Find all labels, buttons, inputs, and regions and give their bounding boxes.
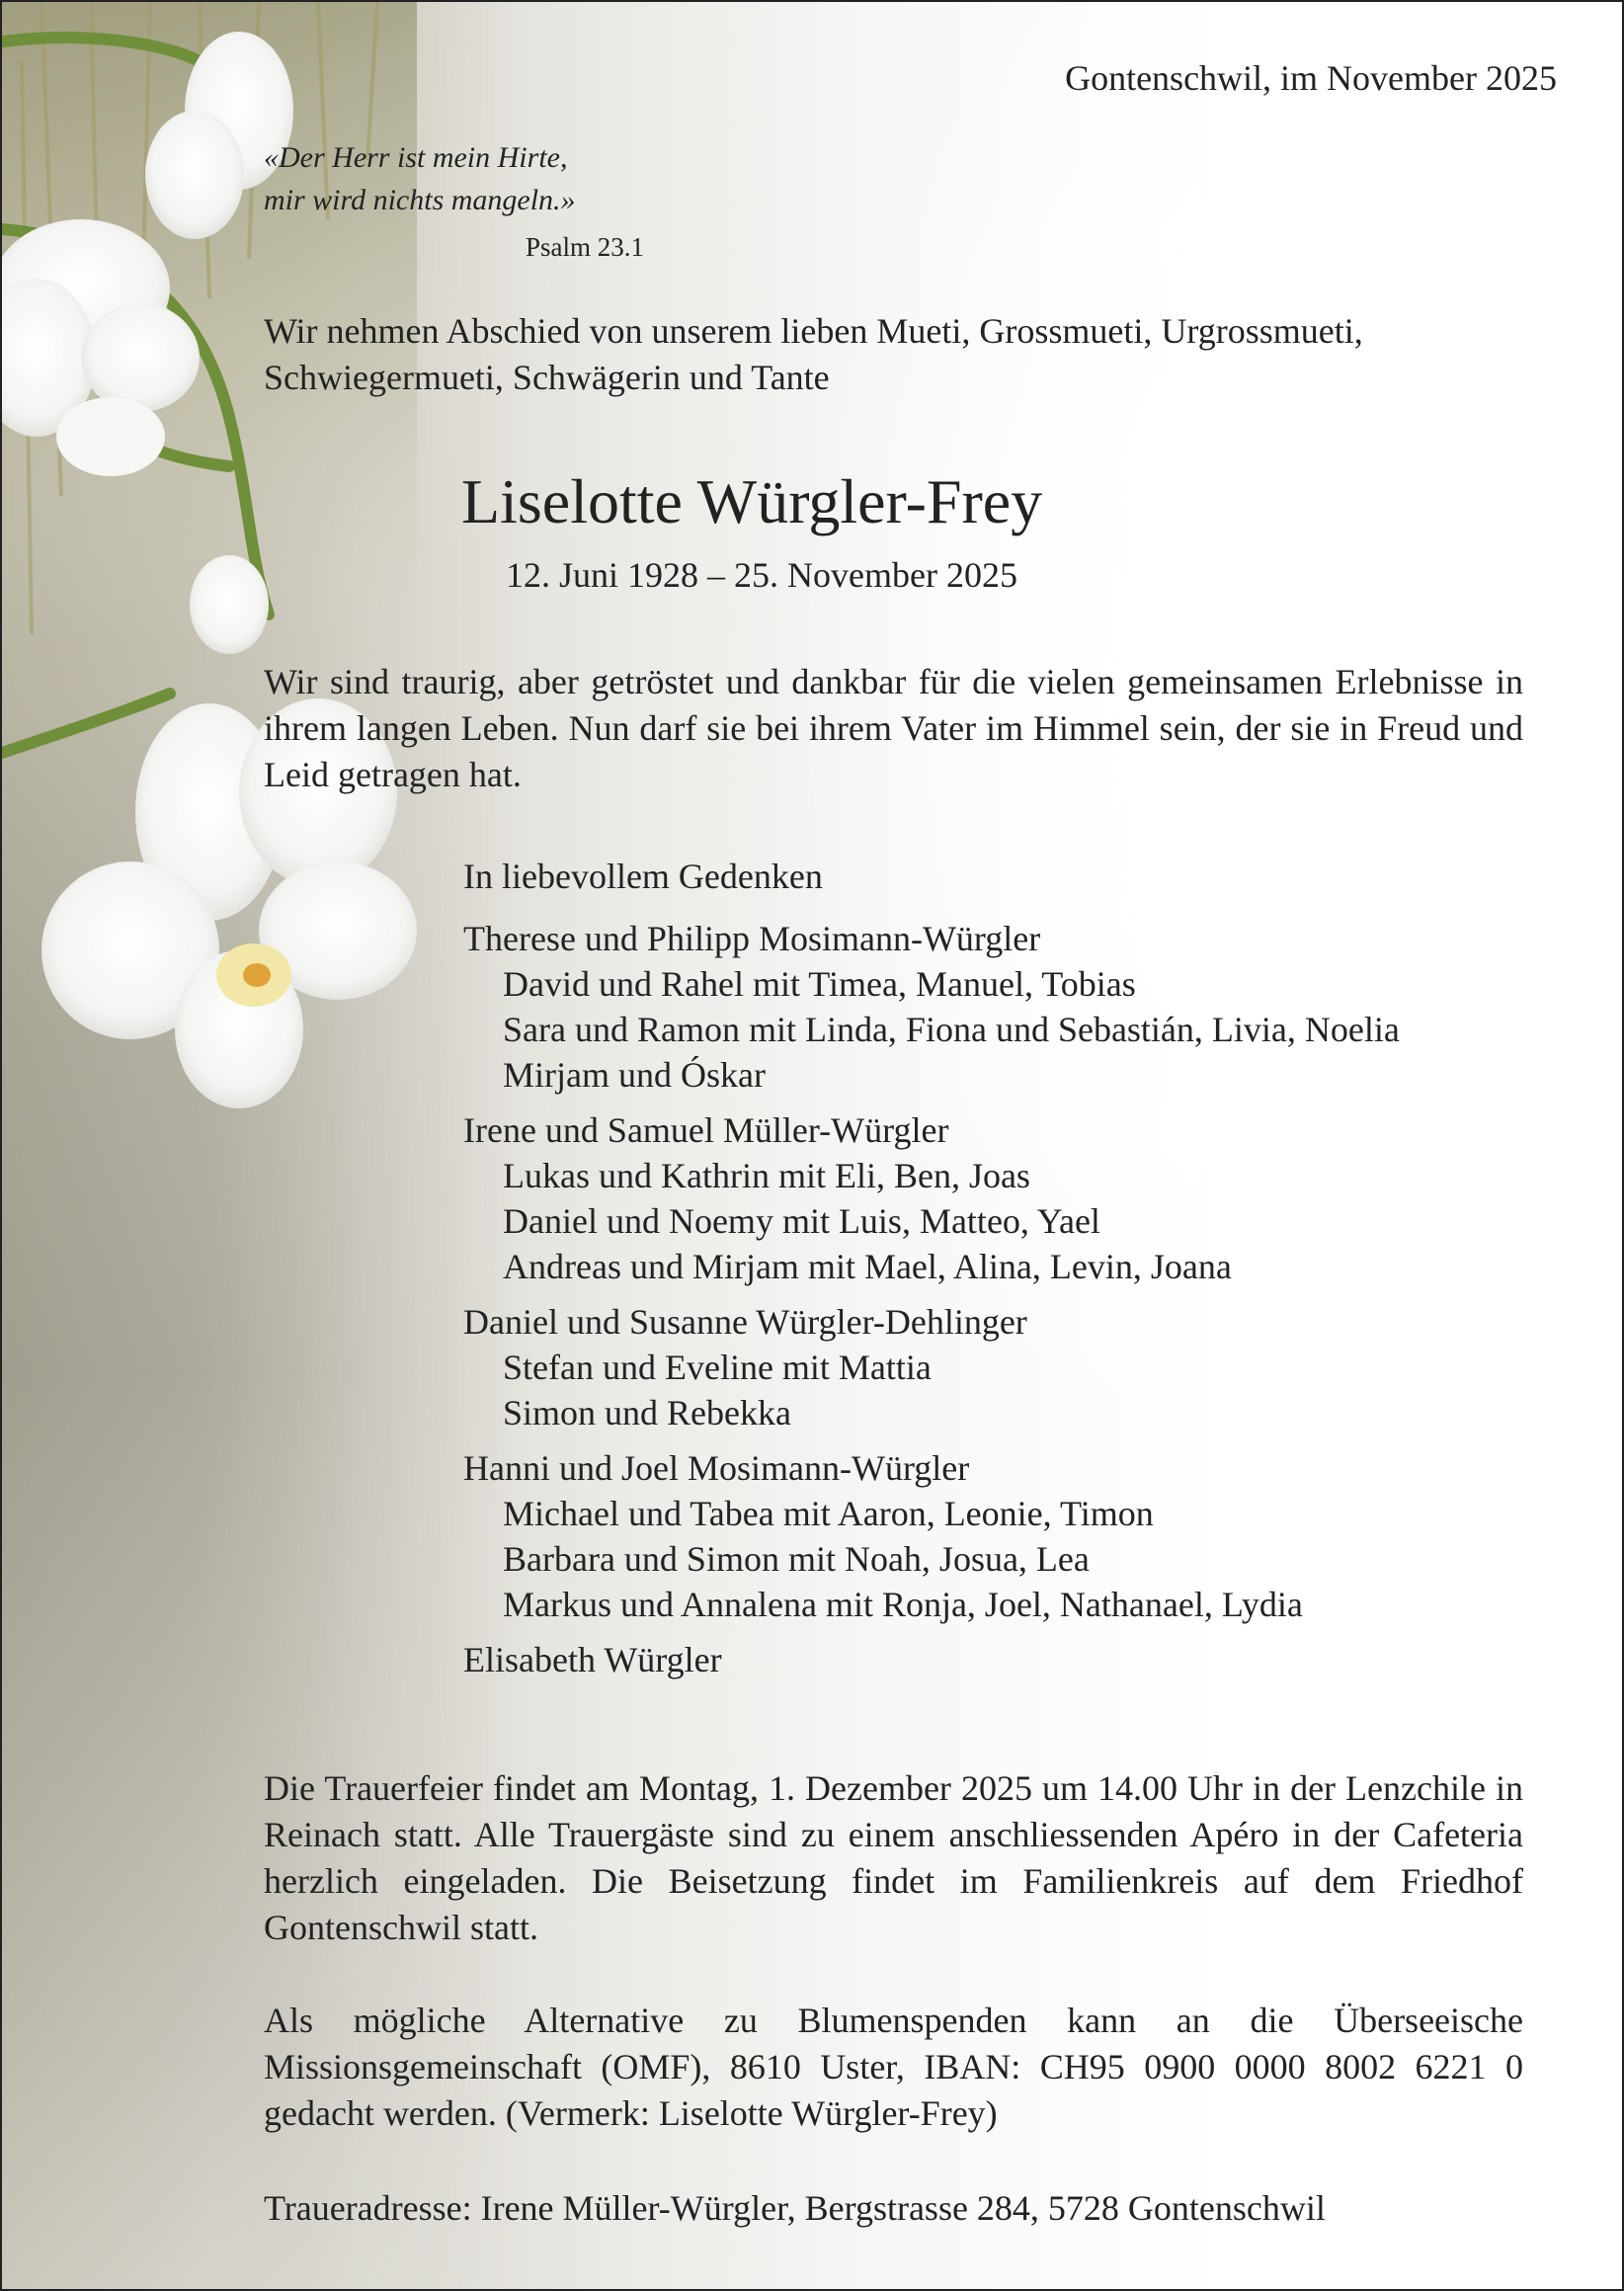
family-group [463, 1637, 1400, 1682]
family-head: Therese und Philipp Mosimann-Würgler [463, 919, 1041, 958]
family-group [463, 1299, 1400, 1435]
family-member: Daniel und Noemy mit Luis, Matteo, Yael [503, 1201, 1100, 1241]
family-member: Markus und Annalena mit Ronja, Joel, Nathanael, Lydia [503, 1585, 1303, 1624]
family-member: Simon und Rebekka [503, 1393, 791, 1432]
family-member: Mirjam und Óskar [503, 1055, 766, 1095]
quote-line-1: «Der Herr ist mein Hirte, [264, 141, 568, 174]
deceased-name: Liselotte Würgler-Frey [461, 466, 1043, 536]
family-member: Sara und Ramon mit Linda, Fiona und Sebastián, Livia, Noelia [503, 1010, 1400, 1049]
family-group [463, 1107, 1400, 1289]
intro-line-2: Schwiegermueti, Schwägerin und Tante [264, 358, 830, 397]
family-member: Stefan und Eveline mit Mattia [503, 1348, 932, 1387]
family-head: Irene und Samuel Müller-Würgler [463, 1110, 949, 1150]
family-member: Michael und Tabea mit Aaron, Leonie, Timon [503, 1494, 1154, 1533]
family-member: David und Rahel mit Timea, Manuel, Tobias [503, 964, 1136, 1004]
family-head: Elisabeth Würgler [463, 1640, 722, 1679]
family-member: Barbara und Simon mit Noah, Josua, Lea [503, 1539, 1090, 1579]
family-head: Daniel und Susanne Würgler-Dehlinger [463, 1302, 1027, 1342]
quote-source: Psalm 23.1 [526, 232, 645, 262]
life-dates: 12. Juni 1928 – 25. November 2025 [506, 555, 1017, 595]
family-list [463, 916, 1400, 1692]
donation-paragraph: Als mögliche Alternative zu Blumenspenden kann an die Überseeische Missionsgemeinschaft (OMF), 8610 Uster, IBAN: CH95 0900 0000 8002 6221 0 gedacht werden. (Vermerk: Liselotte Würgler-Frey) [264, 2001, 1523, 2133]
message-paragraph: Wir sind traurig, aber getröstet und dankbar für die vielen gemeinsamen Erlebnisse in ihrem langen Leben. Nun darf sie bei ihrem Vater im Himmel sein, der sie in Freud und Leid getragen hat. [264, 662, 1523, 794]
family-head: Hanni und Joel Mosimann-Würgler [463, 1448, 970, 1488]
family-group [463, 1445, 1400, 1627]
remembrance-heading: In liebevollem Gedenken [463, 857, 823, 896]
intro-line-1: Wir nehmen Abschied von unserem lieben Mueti, Grossmueti, Urgrossmueti, [264, 311, 1363, 351]
quote-line-2: mir wird nichts mangeln.» [264, 184, 576, 216]
place-date: Gontenschwil, im November 2025 [1065, 58, 1557, 98]
funeral-paragraph: Die Trauerfeier findet am Montag, 1. Dezember 2025 um 14.00 Uhr in der Lenzchile in Reinach statt. Alle Trauergäste sind zu einem anschliessenden Apéro in der Cafeteria herzlich eingeladen. Die Beisetzung findet im Familienkreis auf dem Friedhof Gontenschwil statt. [264, 1768, 1523, 1947]
family-member: Lukas und Kathrin mit Eli, Ben, Joas [503, 1156, 1030, 1195]
family-member: Andreas und Mirjam mit Mael, Alina, Levin, Joana [503, 1247, 1232, 1286]
mourning-address: Traueradresse: Irene Müller-Würgler, Bergstrasse 284, 5728 Gontenschwil [264, 2188, 1326, 2228]
family-group [463, 916, 1400, 1098]
